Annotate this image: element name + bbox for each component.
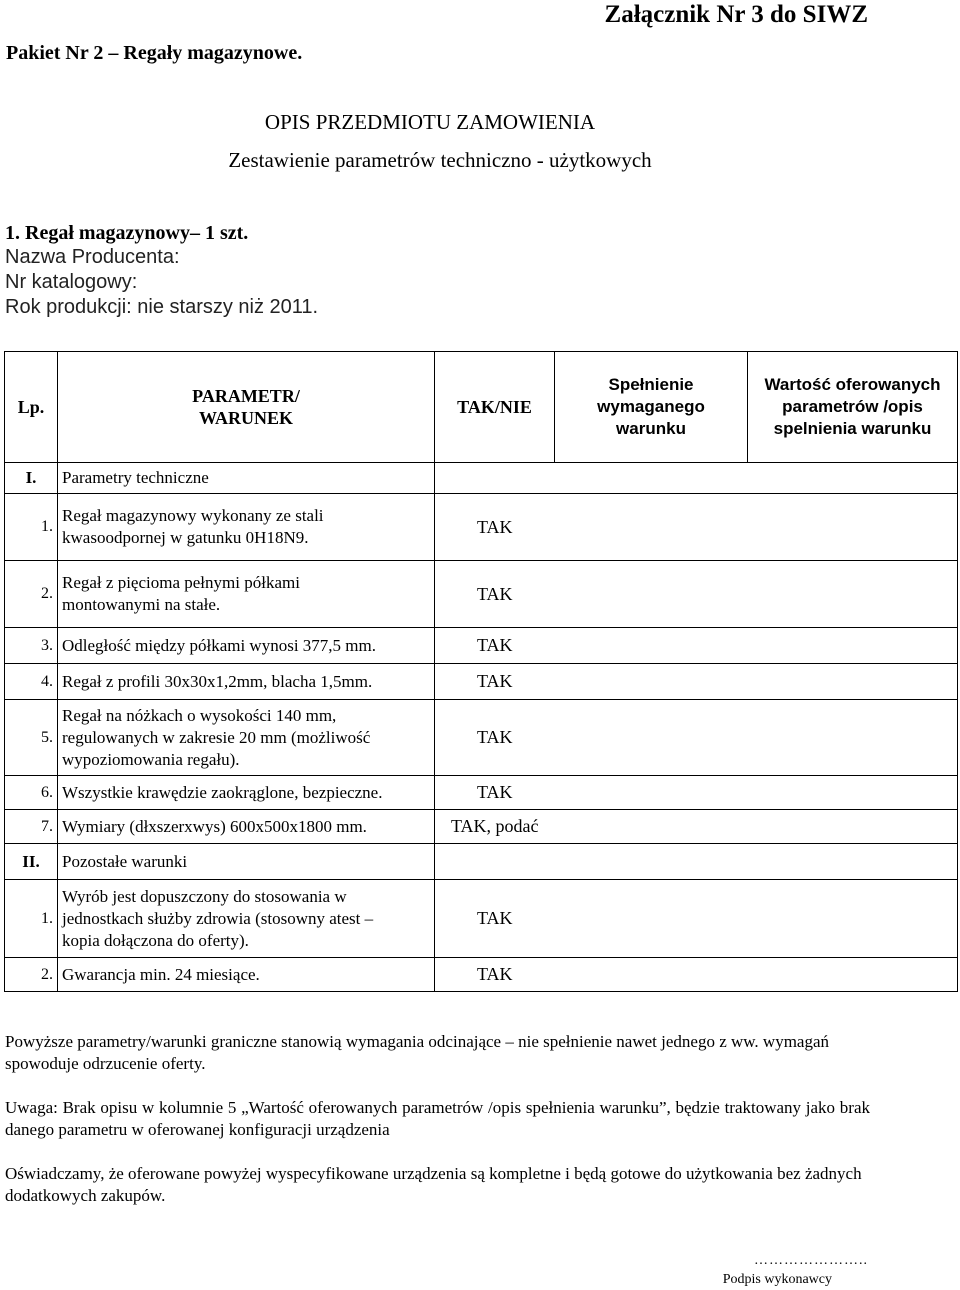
table-row [5, 664, 958, 700]
attachment-label: Załącznik Nr 3 do SIWZ [604, 1, 868, 28]
warning-note: Uwaga: Brak opisu w kolumnie 5 „Wartość oferowanych parametrów /opis spełnienia warunku”, będzie traktowany jako brak danego parametru w oferowanej konfiguracji urządzenia [5, 1098, 870, 1139]
section-title: Pozostałe warunki [58, 844, 435, 880]
row-fulfilment-cell[interactable] [555, 810, 748, 844]
row-number: 1. [5, 494, 58, 561]
row-offered-value-cell[interactable] [748, 700, 958, 776]
row-requirement: TAK [435, 958, 555, 992]
rejection-note: Powyższe parametry/warunki graniczne stanowią wymagania odcinające – nie spełnienie nawet jednego z ww. wymagań spowoduje odrzucenie oferty. [5, 1032, 830, 1073]
row-fulfilment-cell[interactable] [555, 776, 748, 810]
row-requirement: TAK [435, 494, 555, 561]
section-row-technical [5, 463, 958, 494]
row-requirement: TAK [435, 628, 555, 664]
table-row [5, 810, 958, 844]
row-requirement: TAK [435, 700, 555, 776]
row-number: 5. [5, 700, 58, 776]
table-row [5, 880, 958, 958]
table-row [5, 958, 958, 992]
table-row [5, 776, 958, 810]
section-title: Parametry techniczne [58, 463, 435, 494]
row-number: 3. [5, 628, 58, 664]
row-fulfilment-cell[interactable] [555, 700, 748, 776]
section-row-other [5, 844, 958, 880]
row-parameter: Regał na nóżkach o wysokości 140 mm, regulowanych w zakresie 20 mm (możliwość wypoziomowania regału). [58, 700, 435, 776]
producer-label: Nazwa Producenta: [5, 246, 180, 268]
row-fulfilment-cell[interactable] [555, 958, 748, 992]
document-subtitle: Zestawienie parametrów techniczno - użytkowych [228, 148, 652, 172]
row-number: 2. [5, 958, 58, 992]
row-offered-value-cell[interactable] [748, 958, 958, 992]
row-offered-value-cell[interactable] [748, 810, 958, 844]
row-parameter: Odległość między półkami wynosi 377,5 mm. [58, 628, 435, 664]
row-number: 2. [5, 561, 58, 628]
header-offered-value: Wartość oferowanych parametrów /opis spelnienia warunku [748, 352, 958, 463]
row-number: 7. [5, 810, 58, 844]
row-number: 4. [5, 664, 58, 700]
document-title: OPIS PRZEDMIOTU ZAMOWIENIA [264, 110, 596, 134]
catalog-label: Nr katalogowy: [5, 271, 138, 293]
header-parameter: PARAMETR/ WARUNEK [58, 352, 435, 463]
row-fulfilment-cell[interactable] [555, 664, 748, 700]
row-parameter: Gwarancja min. 24 miesiące. [58, 958, 435, 992]
parameters-table [4, 351, 958, 992]
header-fulfilment: Spełnienie wymaganego warunku [555, 352, 748, 463]
table-row [5, 628, 958, 664]
header-lp: Lp. [5, 352, 58, 463]
row-offered-value-cell[interactable] [748, 561, 958, 628]
signature-line: ………………….. [754, 1253, 868, 1268]
row-offered-value-cell[interactable] [748, 628, 958, 664]
row-offered-value-cell[interactable] [748, 776, 958, 810]
row-number: 6. [5, 776, 58, 810]
package-title: Pakiet Nr 2 – Regały magazynowe. [6, 42, 303, 64]
row-fulfilment-cell[interactable] [555, 561, 748, 628]
table-row [5, 494, 958, 561]
row-parameter: Wyrób jest dopuszczony do stosowania w jednostkach służby zdrowia (stosowny atest – kopia dołączona do oferty). [58, 880, 435, 958]
table-row [5, 561, 958, 628]
signature-label: Podpis wykonawcy [722, 1272, 832, 1287]
row-parameter: Regał z profili 30x30x1,2mm, blacha 1,5mm. [58, 664, 435, 700]
row-requirement: TAK [435, 880, 555, 958]
header-tak-nie: TAK/NIE [435, 352, 555, 463]
row-fulfilment-cell[interactable] [555, 628, 748, 664]
item-title: 1. Regał magazynowy– 1 szt. [5, 222, 249, 244]
row-offered-value-cell[interactable] [748, 880, 958, 958]
row-parameter: Regał magazynowy wykonany ze stali kwasoodpornej w gatunku 0H18N9. [58, 494, 435, 561]
row-parameter: Regał z pięcioma pełnymi półkami montowanymi na stałe. [58, 561, 435, 628]
row-requirement: TAK [435, 561, 555, 628]
row-number: 1. [5, 880, 58, 958]
section-number: II. [5, 844, 58, 880]
row-parameter: Wymiary (dłxszerxwys) 600x500x1800 mm. [58, 810, 435, 844]
row-fulfilment-cell[interactable] [555, 880, 748, 958]
row-offered-value-cell[interactable] [748, 664, 958, 700]
row-requirement: TAK [435, 776, 555, 810]
declaration-note: Oświadczamy, że oferowane powyżej wyspecyfikowane urządzenia są kompletne i będą gotowe do użytkowania bez żadnych dodatkowych zakupów. [5, 1164, 862, 1205]
table-row [5, 700, 958, 776]
row-fulfilment-cell[interactable] [555, 494, 748, 561]
row-parameter: Wszystkie krawędzie zaokrąglone, bezpieczne. [58, 776, 435, 810]
row-requirement: TAK [435, 664, 555, 700]
table-header-row [5, 352, 958, 463]
section-number: I. [5, 463, 58, 494]
row-requirement: TAK, podać [435, 810, 555, 844]
production-year: Rok produkcji: nie starszy niż 2011. [5, 296, 319, 318]
row-offered-value-cell[interactable] [748, 494, 958, 561]
